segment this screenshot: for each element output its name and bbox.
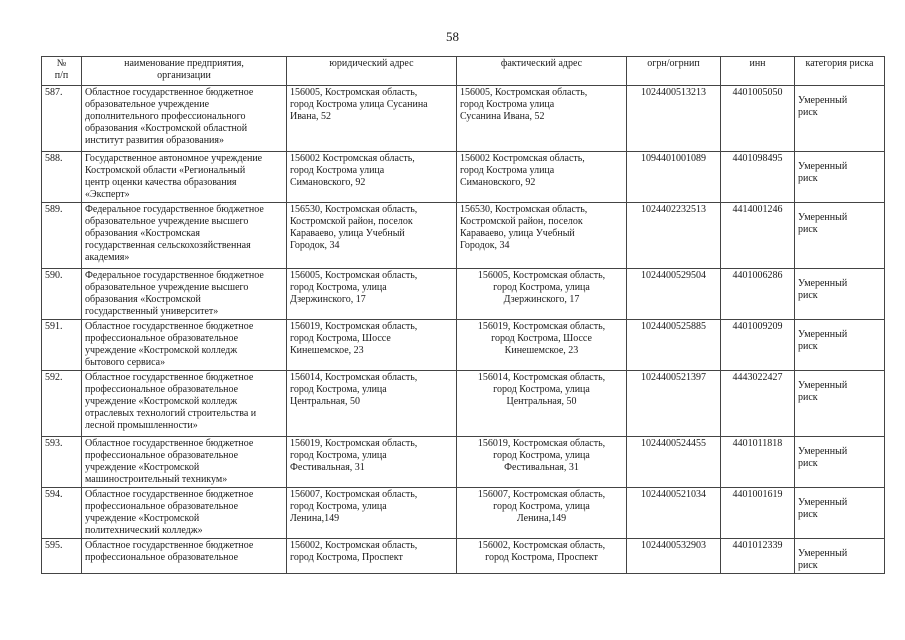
- legal-address: 156005, Костромская область, город Кострома улица Сусанина Ивана, 52: [287, 86, 457, 152]
- table-row: [42, 488, 885, 539]
- inn-value: 4401006286: [721, 269, 795, 320]
- legal-address: 156005, Костромская область, город Кострома, улица Дзержинского, 17: [287, 269, 457, 320]
- table-row: [42, 437, 885, 488]
- risk-category: Умеренный риск: [795, 437, 885, 488]
- risk-category: Умеренный риск: [795, 539, 885, 574]
- ogrn-value: 1024400521034: [627, 488, 721, 539]
- actual-address: 156530, Костромская область, Костромской район, поселок Караваево, улица Учебный Городок, 34: [457, 203, 627, 269]
- legal-address: 156007, Костромская область, город Кострома, улица Ленина,149: [287, 488, 457, 539]
- risk-category: Умеренный риск: [795, 203, 885, 269]
- legal-address: 156530, Костромская область, Костромской район, поселок Караваево, улица Учебный Городок, 34: [287, 203, 457, 269]
- table-row: [42, 203, 885, 269]
- table-row: [42, 539, 885, 574]
- table-row: [42, 86, 885, 152]
- actual-address: 156007, Костромская область, город Кострома, улица Ленина,149: [457, 488, 627, 539]
- actual-address: 156005, Костромская область, город Кострома, улица Дзержинского, 17: [457, 269, 627, 320]
- table-body: [42, 86, 885, 574]
- ogrn-value: 1024400524455: [627, 437, 721, 488]
- ogrn-value: 1024400532903: [627, 539, 721, 574]
- ogrn-value: 1024400525885: [627, 320, 721, 371]
- legal-address: 156014, Костромская область, город Кострома, улица Центральная, 50: [287, 371, 457, 437]
- inn-value: 4401098495: [721, 152, 795, 203]
- actual-address: 156002, Костромская область, город Кострома, Проспект: [457, 539, 627, 574]
- organization-name: Областное государственное бюджетное профессиональное образовательное: [82, 539, 287, 574]
- header-num: № п/п: [42, 57, 82, 86]
- inn-value: 4401011818: [721, 437, 795, 488]
- risk-category: Умеренный риск: [795, 152, 885, 203]
- organization-name: Федеральное государственное бюджетное образовательное учреждение высшего образования «Костромская государственная сельскохозяйственная академия»: [82, 203, 287, 269]
- inn-value: 4401005050: [721, 86, 795, 152]
- organization-name: Областное государственное бюджетное профессиональное образовательное учреждение «Костромской политехнический колледж»: [82, 488, 287, 539]
- header-inn: инн: [721, 57, 795, 86]
- inn-value: 4401001619: [721, 488, 795, 539]
- organization-name: Областное государственное бюджетное профессиональное образовательное учреждение «Костромской машиностроительный техникум»: [82, 437, 287, 488]
- row-number: 594.: [42, 488, 82, 539]
- risk-category: Умеренный риск: [795, 371, 885, 437]
- organization-name: Государственное автономное учреждение Костромской области «Региональный центр оценки качества образования «Эксперт»: [82, 152, 287, 203]
- inn-value: 4401012339: [721, 539, 795, 574]
- inn-value: 4443022427: [721, 371, 795, 437]
- header-row: [42, 57, 885, 86]
- ogrn-value: 1024402232513: [627, 203, 721, 269]
- row-number: 593.: [42, 437, 82, 488]
- organization-name: Федеральное государственное бюджетное образовательное учреждение высшего образования «Костромской государственный университет»: [82, 269, 287, 320]
- row-number: 588.: [42, 152, 82, 203]
- ogrn-value: 1024400521397: [627, 371, 721, 437]
- organization-name: Областное государственное бюджетное образовательное учреждение дополнительного профессионального образования «Костромской областной институт развития образования»: [82, 86, 287, 152]
- risk-category: Умеренный риск: [795, 86, 885, 152]
- ogrn-value: 1094401001089: [627, 152, 721, 203]
- risk-category: Умеренный риск: [795, 269, 885, 320]
- row-number: 592.: [42, 371, 82, 437]
- inn-value: 4414001246: [721, 203, 795, 269]
- legal-address: 156002, Костромская область, город Кострома, Проспект: [287, 539, 457, 574]
- actual-address: 156002 Костромская область, город Кострома улица Симановского, 92: [457, 152, 627, 203]
- table-row: [42, 371, 885, 437]
- inn-value: 4401009209: [721, 320, 795, 371]
- row-number: 587.: [42, 86, 82, 152]
- table-row: [42, 269, 885, 320]
- risk-category: Умеренный риск: [795, 488, 885, 539]
- actual-address: 156019, Костромская область, город Кострома, Шоссе Кинешемское, 23: [457, 320, 627, 371]
- risk-category: Умеренный риск: [795, 320, 885, 371]
- row-number: 595.: [42, 539, 82, 574]
- table-row: [42, 320, 885, 371]
- table-row: [42, 152, 885, 203]
- header-name: наименование предприятия, организации: [82, 57, 287, 86]
- legal-address: 156002 Костромская область, город Кострома улица Симановского, 92: [287, 152, 457, 203]
- actual-address: 156019, Костромская область, город Кострома, улица Фестивальная, 31: [457, 437, 627, 488]
- ogrn-value: 1024400513213: [627, 86, 721, 152]
- row-number: 589.: [42, 203, 82, 269]
- ogrn-value: 1024400529504: [627, 269, 721, 320]
- header-ogrn: огрн/огрнип: [627, 57, 721, 86]
- header-actual-address: фактический адрес: [457, 57, 627, 86]
- organization-name: Областное государственное бюджетное профессиональное образовательное учреждение «Костромской колледж отраслевых технологий строительства и лесной промышленности»: [82, 371, 287, 437]
- organization-name: Областное государственное бюджетное профессиональное образовательное учреждение «Костромской колледж бытового сервиса»: [82, 320, 287, 371]
- legal-address: 156019, Костромская область, город Кострома, улица Фестивальная, 31: [287, 437, 457, 488]
- header-legal-address: юридический адрес: [287, 57, 457, 86]
- header-risk: категория риска: [795, 57, 885, 86]
- legal-address: 156019, Костромская область, город Кострома, Шоссе Кинешемское, 23: [287, 320, 457, 371]
- registry-table: [41, 56, 885, 574]
- row-number: 590.: [42, 269, 82, 320]
- actual-address: 156005, Костромская область, город Кострома улица Сусанина Ивана, 52: [457, 86, 627, 152]
- actual-address: 156014, Костромская область, город Кострома, улица Центральная, 50: [457, 371, 627, 437]
- page-number: 58: [446, 29, 459, 44]
- row-number: 591.: [42, 320, 82, 371]
